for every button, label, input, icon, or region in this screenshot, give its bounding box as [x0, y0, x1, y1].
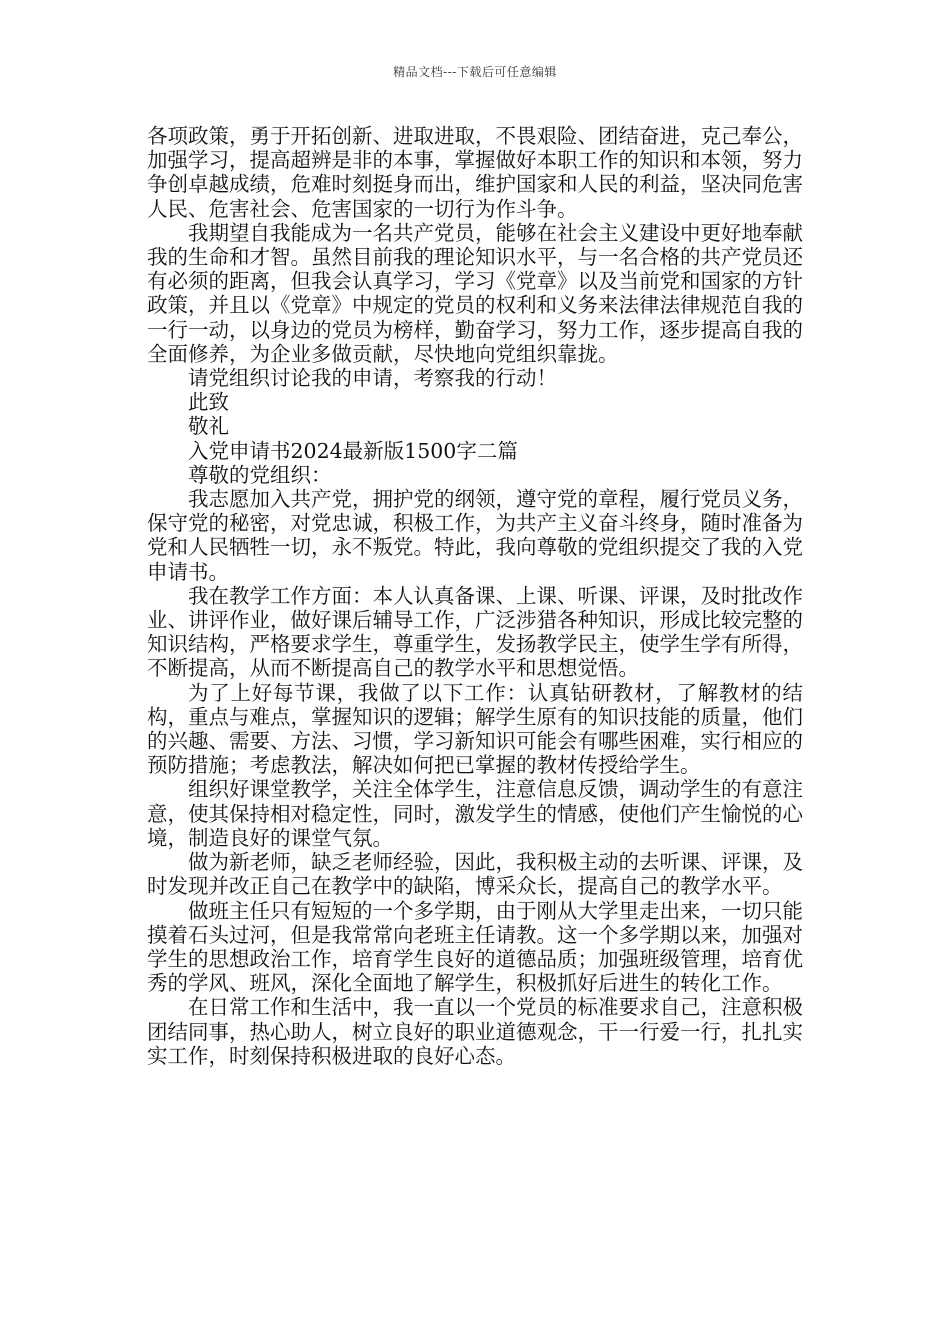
section-title: 入党申请书2024最新版1500字二篇: [188, 438, 518, 463]
paragraph: 组织好课堂教学，关注全体学生，注意信息反馈，调动学生的有意注意，使其保持相对稳定性，同时，激发学生的情感，使他们产生愉悦的心境，制造良好的课堂气氛。: [147, 777, 803, 850]
salutation-line: 此致: [188, 390, 229, 415]
paragraph: 我志愿加入共产党，拥护党的纲领，遵守党的章程，履行党员义务，保守党的秘密，对党忠诚，积极工作，为共产主义奋斗终身，随时准备为党和人民牺牲一切，永不叛党。特此，我向尊敬的党组织提交了我的入党申请书。: [147, 487, 803, 584]
paragraph: 请党组织讨论我的申请，考察我的行动！: [188, 366, 557, 391]
paragraph: 为了上好每节课，我做了以下工作：认真钻研教材，了解教材的结构，重点与难点，掌握知识的逻辑；解学生原有的知识技能的质量，他们的兴趣、需要、方法、习惯，学习新知识可能会有哪些困难，实行相应的预防措施；考虑教法，解决如何把已掌握的教材传授给学生。: [147, 680, 803, 778]
paragraph: 我在教学工作方面：本人认真备课、上课、听课、评课，及时批改作业、讲评作业，做好课后辅导工作，广泛涉猎各种知识，形成比较完整的知识结构，严格要求学生，尊重学生，发扬教学民主，使学生学有所得，不断提高，从而不断提高自己的教学水平和思想觉悟。: [147, 583, 803, 681]
salutation-line: 敬礼: [188, 414, 229, 439]
paragraph: 在日常工作和生活中，我一直以一个党员的标准要求自己，注意积极团结同事，热心助人，树立良好的职业道德观念，干一行爱一行，扎扎实实工作，时刻保持积极进取的良好心态。: [147, 995, 803, 1068]
paragraph: 各项政策，勇于开拓创新、进取进取，不畏艰险、团结奋进，克己奉公，加强学习，提高超辨是非的本事，掌握做好本职工作的知识和本领，努力争创卓越成绩，危难时刻挺身而出，维护国家和人民的利益，坚决同危害人民、危害社会、危害国家的一切行为作斗争。: [147, 124, 803, 221]
paragraph: 做为新老师，缺乏老师经验，因此，我积极主动的去听课、评课，及时发现并改正自己在教学中的缺陷，博采众长，提高自己的教学水平。: [147, 850, 803, 899]
document-body: [147, 124, 803, 1068]
page-header: 精品文档---下载后可任意编辑: [393, 65, 557, 79]
greeting-line: 尊敬的党组织：: [188, 462, 332, 487]
paragraph: 做班主任只有短短的一个多学期，由于刚从大学里走出来，一切只能摸着石头过河，但是我常常向老班主任请教。这一个多学期以来，加强对学生的思想政治工作，培育学生良好的道德品质；加强班级管理，培育优秀的学风、班风，深化全面地了解学生，积极抓好后进生的转化工作。: [147, 898, 803, 996]
paragraph: 我期望自我能成为一名共产党员，能够在社会主义建设中更好地奉献我的生命和才智。虽然目前我的理论知识水平，与一名合格的共产党员还有必须的距离，但我会认真学习，学习《党章》以及当前党和国家的方针政策，并且以《党章》中规定的党员的权利和义务来法律法律规范自我的一行一动，以身边的党员为榜样，勤奋学习，努力工作，逐步提高自我的全面修养，为企业多做贡献，尽快地向党组织靠拢。: [147, 220, 803, 366]
